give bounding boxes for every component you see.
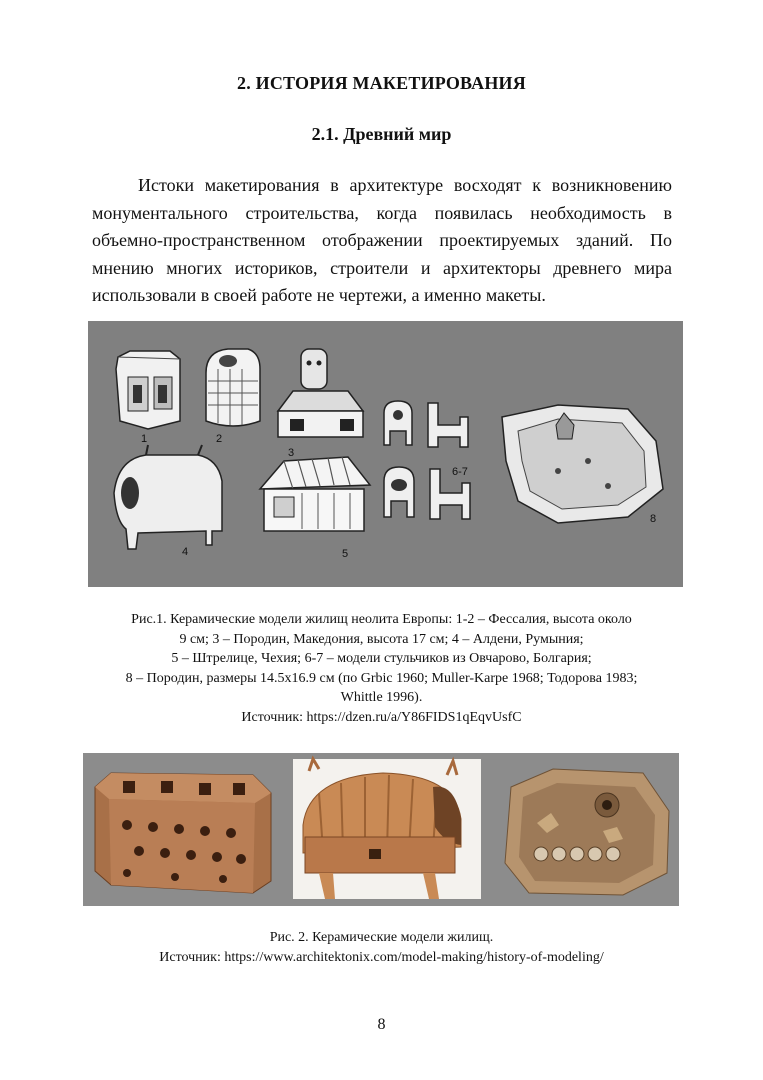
model-8: [502, 405, 663, 523]
caption-source: Источник: https://www.architektonix.com/model-making/history-of-modeling/: [159, 949, 604, 965]
model-3: [278, 349, 363, 437]
figure-2-drawing: [83, 753, 679, 906]
model-5: [260, 457, 370, 531]
figure-1-image: [88, 321, 683, 587]
figure-1-drawing: [88, 321, 683, 587]
caption-line: 5 – Штрелице, Чехия; 6-7 – модели стульчиков из Овчарово, Болгария;: [171, 651, 592, 666]
page-number: 8: [377, 1016, 386, 1033]
photo-long-house-model: [95, 773, 271, 893]
figure-label: 4: [182, 546, 189, 558]
figure-label: 6-7: [452, 466, 468, 478]
section-heading: 2.1. Древний мир: [311, 124, 452, 144]
figure-2-caption: [0, 928, 763, 967]
figure-1-caption: [90, 610, 673, 727]
photo-barrel-roof-model: [293, 759, 481, 899]
caption-source: Источник: https://dzen.ru/a/Y86FIDS1qEqvUsfC: [241, 709, 522, 725]
figure-2-image: [83, 753, 679, 906]
figure-label: 3: [288, 447, 295, 459]
chapter-heading: 2. ИСТОРИЯ МАКЕТИРОВАНИЯ: [237, 73, 526, 93]
caption-line: Whittle 1996).: [340, 690, 423, 705]
caption-line: Рис. 2. Керамические модели жилищ.: [269, 930, 494, 945]
model-2: [206, 349, 260, 426]
figure-label: 8: [650, 513, 657, 525]
model-1: [116, 351, 180, 429]
photo-courtyard-model: [505, 769, 669, 895]
figure-label: 2: [216, 433, 223, 445]
figure-label: 1: [141, 433, 148, 445]
model-6-7: [384, 401, 470, 519]
caption-line: Рис.1. Керамические модели жилищ неолита Европы: 1-2 – Фессалия, высота около: [131, 612, 632, 627]
body-paragraph: Истоки макетирования в архитектуре восходят к возникновению монументального строительства, когда появилась необходимость в объемно-пространственном отображении проектируемых зданий. По мнению многих историков, строители и архитекторы древнего мира использовали в своей работе не чертежи, а именно макеты.: [92, 175, 672, 305]
model-4: [114, 445, 222, 549]
figure-label: 5: [342, 548, 349, 560]
caption-line: 8 – Породин, размеры 14.5х16.9 см (по Grbic 1960; Muller-Karpe 1968; Тодорова 1983;: [125, 670, 638, 686]
caption-line: 9 см; 3 – Породин, Македония, высота 17 см; 4 – Алдени, Румыния;: [179, 631, 584, 647]
